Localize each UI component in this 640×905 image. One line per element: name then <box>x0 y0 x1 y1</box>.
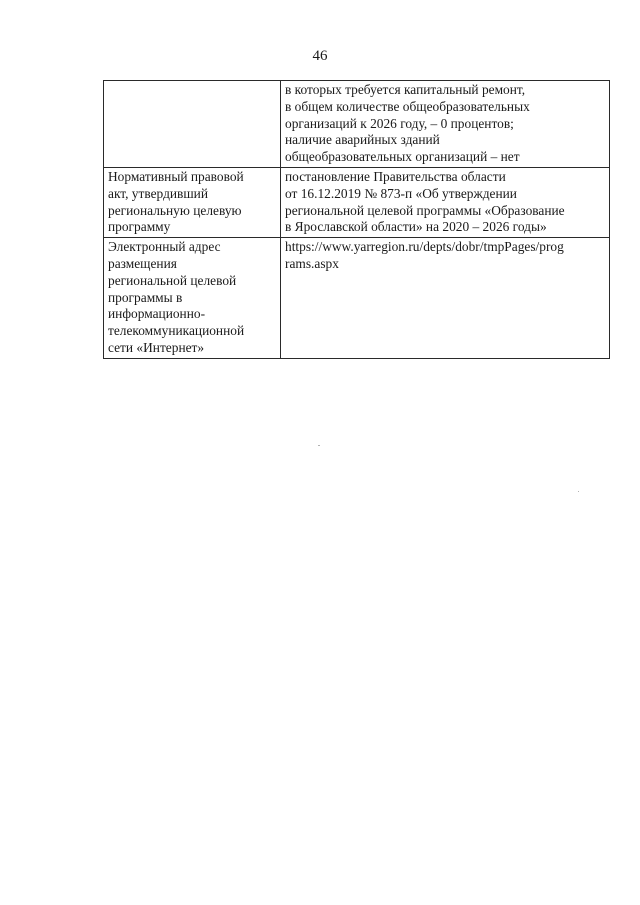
cell-text-line: наличие аварийных зданий <box>285 132 440 148</box>
cell-text-line: сети «Интернет» <box>108 339 205 355</box>
cell-text-line: региональную целевую <box>108 202 242 218</box>
row-value-cell <box>281 167 610 237</box>
cell-text-line: организаций к 2026 году, – 0 процентов; <box>285 115 514 131</box>
cell-text-line: в которых требуется капитальный ремонт, <box>285 82 526 97</box>
cell-text-line: Нормативный правовой <box>108 168 244 184</box>
cell-text-line: в общем количестве общеобразовательных <box>285 98 530 114</box>
passport-table <box>103 80 610 359</box>
cell-text-line: постановление Правительства области <box>285 168 506 184</box>
cell-text-line: Электронный адрес <box>108 239 221 255</box>
cell-text-line: региональной целевой <box>108 272 237 288</box>
cell-text-line: размещения <box>108 255 177 271</box>
table-row <box>104 81 610 168</box>
cell-text-line: программы в <box>108 289 183 305</box>
table-row <box>104 167 610 237</box>
scan-speck <box>318 445 320 446</box>
row-label-cell <box>104 167 281 237</box>
scan-speck <box>578 491 579 492</box>
cell-text-line: от 16.12.2019 № 873-п «Об утверждении <box>285 185 517 201</box>
cell-text-line: информационно- <box>108 306 206 322</box>
cell-text-line: региональной целевой программы «Образование <box>285 202 565 218</box>
url-text-line: rams.aspx <box>285 255 339 271</box>
cell-text-line: общеобразовательных организаций – нет <box>285 149 520 165</box>
cell-text-line: программу <box>108 219 171 235</box>
page-number: 46 <box>312 48 328 64</box>
row-label-cell <box>104 81 281 168</box>
url-text-line: https://www.yarregion.ru/depts/dobr/tmpPages/prog <box>285 239 564 255</box>
cell-text-line: акт, утвердивший <box>108 185 209 201</box>
cell-text-line: телекоммуникационной <box>108 323 245 339</box>
row-value-cell <box>281 238 610 359</box>
table-row <box>104 238 610 359</box>
row-value-cell <box>281 81 610 168</box>
row-label-cell <box>104 238 281 359</box>
cell-text-line: в Ярославской области» на 2020 – 2026 годы» <box>285 219 547 235</box>
